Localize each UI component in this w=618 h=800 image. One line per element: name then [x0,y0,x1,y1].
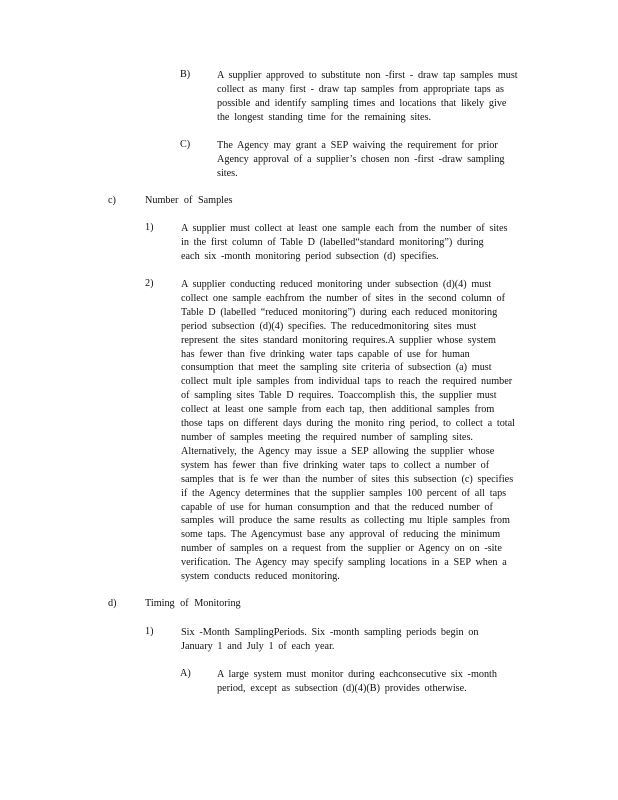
item-da-paragraph [217,668,497,696]
item-1-paragraph [181,222,508,264]
paragraph-line: represent the sites standard monitoring requires.A supplier whose system [181,334,496,346]
section-d-marker: d) [108,598,117,609]
paragraph-line: those taps on different days during the monito ring period, to collect a total [181,418,515,430]
paragraph-line: capable of use for human consumption and that the reduced number of [181,501,493,513]
paragraph-line: if the Agency determines that the supplier samples 100 percent of all taps [181,487,507,499]
paragraph-line: A supplier approved to substitute non -first - draw tap samples must [217,70,518,81]
paragraph-line: January 1 and July 1 of each year. [181,640,335,652]
paragraph-line: has fewer than five drinking water taps capable of use for human [181,348,470,360]
paragraph-line: in the first column of Table D (labelled“standard monitoring”) during [181,236,484,248]
paragraph-line: A supplier conducting reduced monitoring under subsection (d)(4) must [181,279,492,290]
paragraph-line: system has fewer than five drinking water taps to collect a number of [181,459,490,471]
paragraph-line: Alternatively, the Agency may issue a SEP allowing the supplier whose [181,445,495,457]
paragraph-line: collect at least one sample from each tap, then additional samples from [181,404,495,416]
section-c-title: Number of Samples [145,195,233,206]
paragraph-line: Six -Month SamplingPeriods. Six -month sampling periods begin on [181,627,479,638]
paragraph-line: A supplier must collect at least one sample each from the number of sites [181,223,508,234]
paragraph-line: some taps. The Agencymust base any approval of reducing the minimum [181,529,501,541]
paragraph-line: sites. [217,167,238,179]
paragraph-line: the longest standing time for the remaining sites. [217,111,432,123]
paragraph-line: number of samples meeting the required number of sampling sites. [181,431,473,443]
item-d1-paragraph [181,626,478,654]
paragraph-line: samples will produce the same results as collecting mu ltiple samples from [181,515,510,527]
paragraph-line: each six -month monitoring period subsection (d) specifies. [181,250,439,262]
item-c-marker: C) [180,139,191,150]
paragraph-line: possible and identify sampling times and locations that likely give [217,97,507,109]
paragraph-line: period subsection (d)(4) specifies. The reducedmonitoring sites must [181,320,477,332]
paragraph-line: Table D (labelled “reduced monitoring”) during each reduced monitoring [181,306,498,318]
paragraph-line: number of samples on a request from the supplier or Agency on on -site [181,543,502,555]
section-c-marker: c) [108,195,116,206]
paragraph-line: of sampling sites Table D requires. Toaccomplish this, the supplier must [181,390,497,402]
paragraph-line: consumption that meet the sampling site criteria of subsection (a) must [181,362,492,374]
item-b-paragraph [217,69,518,125]
item-c-paragraph [217,139,505,181]
paragraph-line: Agency approval of a supplier’s chosen non -first -draw sampling [217,153,505,165]
item-1-marker: 1) [145,222,154,233]
paragraph-line: collect one sample eachfrom the number of sites in the second column of [181,292,506,304]
section-d-title: Timing of Monitoring [145,598,241,609]
paragraph-line: collect mult iple samples from individual taps to reach the required number [181,376,513,388]
paragraph-line: period, except as subsection (d)(4)(B) provides otherwise. [217,682,467,694]
item-d1-marker: 1) [145,626,154,637]
paragraph-line: The Agency may grant a SEP waiving the requirement for prior [217,140,498,151]
item-2-paragraph [181,278,515,584]
item-b-marker: B) [180,69,191,80]
paragraph-line: system conducts reduced monitoring. [181,571,340,583]
paragraph-line: collect as many first - draw tap samples from appropriate taps as [217,83,505,95]
paragraph-line: A large system must monitor during eachconsecutive six -month [217,669,497,680]
paragraph-line: samples that is fe wer than the number of sites this subsection (c) specifies [181,473,514,485]
paragraph-line: verification. The Agency may specify sampling locations in a SEP when a [181,557,507,569]
item-2-marker: 2) [145,278,154,289]
item-da-marker: A) [180,668,191,679]
